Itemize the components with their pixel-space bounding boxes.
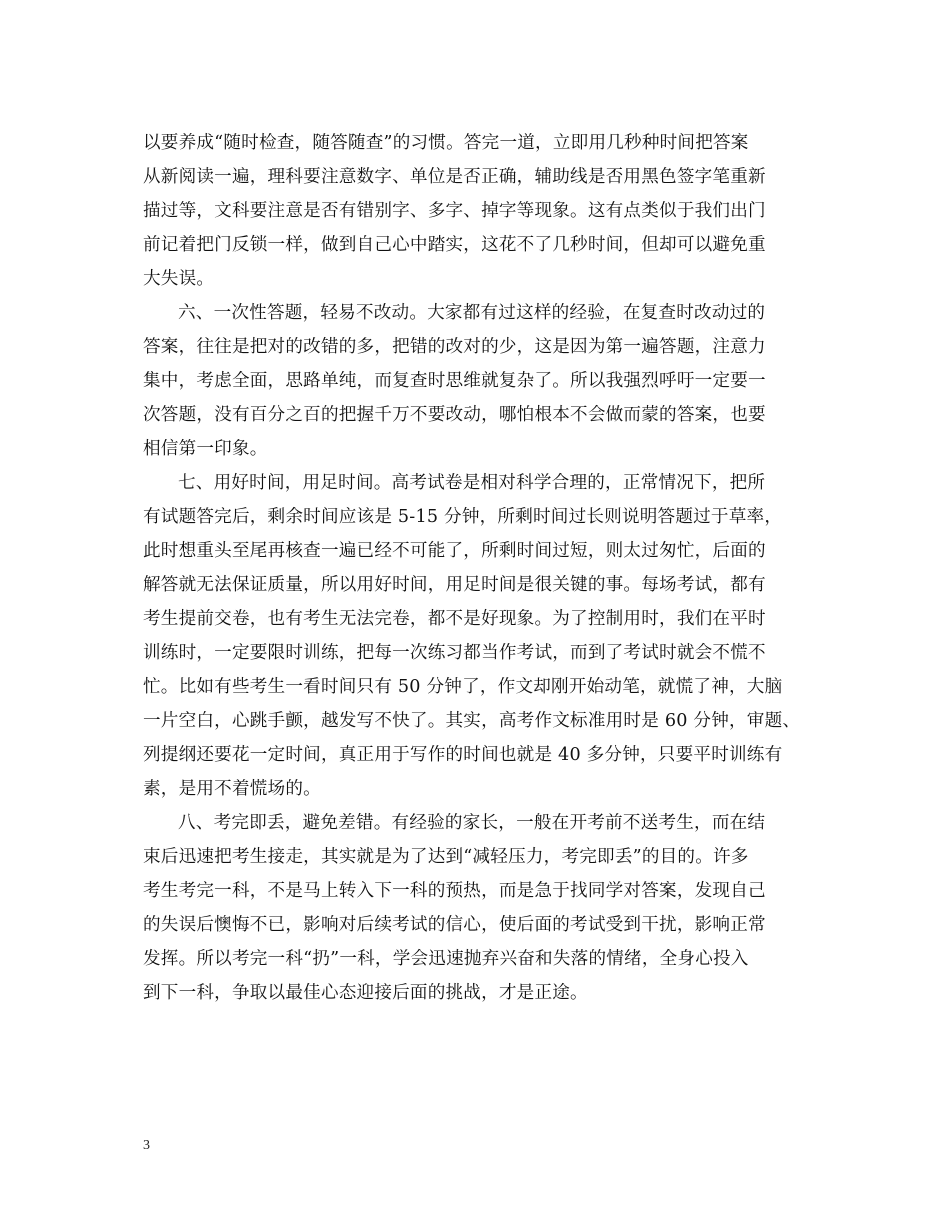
text-line: 从新阅读一遍，理科要注意数字、单位是否正确，辅助线是否用黑色签字笔重新 xyxy=(143,167,766,187)
text-line: 一片空白，心跳手颤，越发写不快了。其实，高考作文标准用时是 60 分钟，审题、 xyxy=(143,711,801,731)
text-line: 描过等，文科要注意是否有错别字、多字、掉字等现象。这有点类似于我们出门 xyxy=(143,201,766,221)
paragraph-first-line: 六、一次性答题，轻易不改动。大家都有过这样的经验，在复查时改动过的 xyxy=(178,303,766,323)
text-line: 到下一科，争取以最佳心态迎接后面的挑战，才是正途。 xyxy=(143,983,588,1003)
text-line: 前记着把门反锁一样，做到自己心中踏实，这花不了几秒时间，但却可以避免重 xyxy=(143,235,766,255)
page-number: 3 xyxy=(143,1138,150,1153)
text-line: 素，是用不着慌场的。 xyxy=(143,779,321,799)
text-line: 的失误后懊悔不已，影响对后续考试的信心，使后面的考试受到干扰，影响正常 xyxy=(143,915,766,935)
text-line: 忙。比如有些考生一看时间只有 50 分钟了，作文却刚开始动笔，就慌了神，大脑 xyxy=(143,677,783,697)
text-line: 考生考完一科，不是马上转入下一科的预热，而是急于找同学对答案，发现自己 xyxy=(143,881,766,901)
text-line: 列提纲还要花一定时间，真正用于写作的时间也就是 40 多分钟，只要平时训练有 xyxy=(143,745,783,765)
text-line: 次答题，没有百分之百的把握千万不要改动，哪怕根本不会做而蒙的答案，也要 xyxy=(143,405,766,425)
text-line: 答案，往往是把对的改错的多，把错的改对的少，这是因为第一遍答题，注意力 xyxy=(143,337,766,357)
text-line: 训练时，一定要限时训练，把每一次练习都当作考试，而到了考试时就会不慌不 xyxy=(143,643,766,663)
text-line: 以要养成“随时检查，随答随查”的习惯。答完一道，立即用几秒种时间把答案 xyxy=(143,133,749,153)
text-line: 束后迅速把考生接走，其实就是为了达到“减轻压力，考完即丢”的目的。许多 xyxy=(143,847,749,867)
paragraph-first-line: 七、用好时间，用足时间。高考试卷是相对科学合理的，正常情况下，把所 xyxy=(178,473,766,493)
paragraph-first-line: 八、考完即丢，避免差错。有经验的家长，一般在开考前不送考生，而在结 xyxy=(178,813,766,833)
text-line: 解答就无法保证质量，所以用好时间，用足时间是很关键的事。每场考试，都有 xyxy=(143,575,766,595)
text-line: 发挥。所以考完一科“扔”一科，学会迅速抛弃兴奋和失落的情绪，全身心投入 xyxy=(143,949,749,969)
text-line: 大失误。 xyxy=(143,269,215,289)
text-line: 此时想重头至尾再核查一遍已经不可能了，所剩时间过短，则太过匆忙，后面的 xyxy=(143,541,766,561)
text-line: 有试题答完后，剩余时间应该是 5-15 分钟，所剩时间过长则说明答题过于草率， xyxy=(143,507,783,527)
text-line: 相信第一印象。 xyxy=(143,439,268,459)
body-text xyxy=(143,126,811,1010)
text-line: 考生提前交卷，也有考生无法完卷，都不是好现象。为了控制用时，我们在平时 xyxy=(143,609,766,629)
text-line: 集中，考虑全面，思路单纯，而复查时思维就复杂了。所以我强烈呼吁一定要一 xyxy=(143,371,766,391)
